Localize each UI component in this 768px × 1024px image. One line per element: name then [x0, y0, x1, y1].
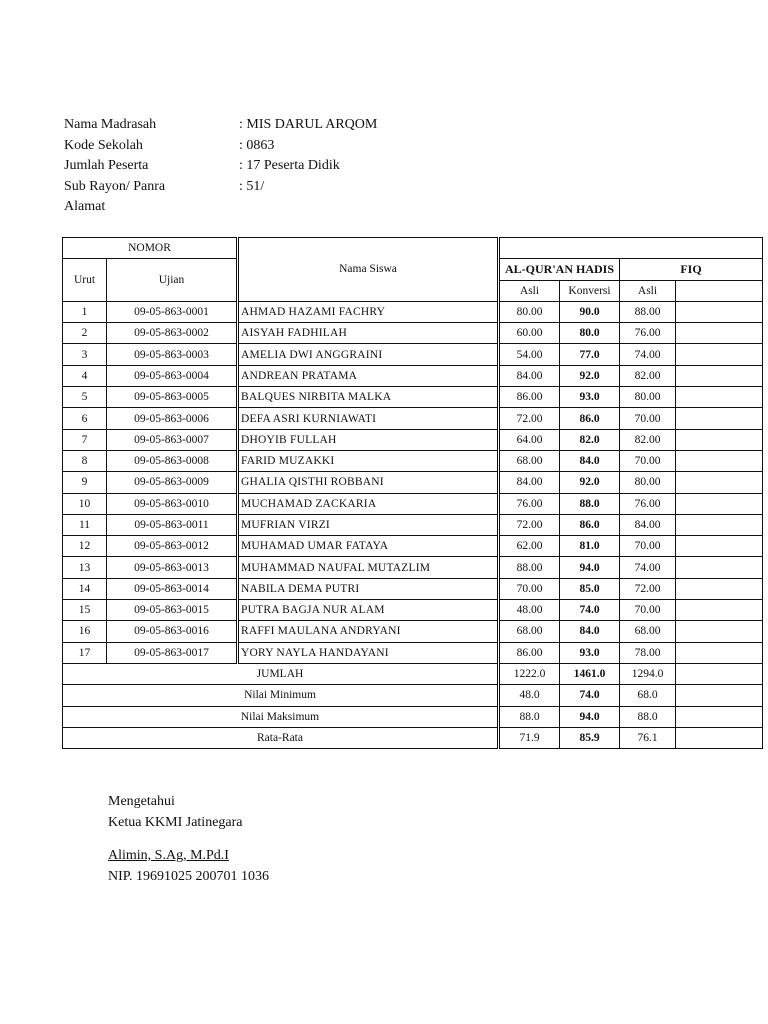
cell-asli-2: 88.00	[620, 301, 676, 322]
cell-nama-siswa: ANDREAN PRATAMA	[238, 365, 499, 386]
summary-next	[676, 663, 763, 684]
cell-asli-2: 84.00	[620, 514, 676, 535]
cell-nomor-ujian: 09-05-863-0003	[107, 344, 238, 365]
cell-urut: 8	[63, 450, 107, 471]
summary-konversi: 74.0	[560, 685, 620, 706]
table-row	[63, 408, 763, 429]
cell-urut: 6	[63, 408, 107, 429]
cell-next	[676, 557, 763, 578]
info-label: Alamat	[64, 199, 106, 215]
summary-asli: 71.9	[499, 727, 560, 748]
cell-nama-siswa: DEFA ASRI KURNIAWATI	[238, 408, 499, 429]
cell-asli-2: 82.00	[620, 365, 676, 386]
cell-konversi: 84.0	[560, 450, 620, 471]
table-row	[63, 429, 763, 450]
subject-header-band	[499, 238, 763, 259]
col-header-konversi: Konversi	[560, 280, 620, 301]
cell-asli: 68.00	[499, 621, 560, 642]
signature-mengetahui: Mengetahui	[108, 794, 175, 809]
col-header-asli-2: Asli	[620, 280, 676, 301]
info-label: Nama Madrasah	[64, 117, 157, 132]
cell-asli-2: 76.00	[620, 323, 676, 344]
cell-nama-siswa: GHALIA QISTHI ROBBANI	[238, 472, 499, 493]
info-label: Kode Sekolah	[64, 137, 143, 153]
cell-asli-2: 82.00	[620, 429, 676, 450]
cell-nama-siswa: AISYAH FADHILAH	[238, 323, 499, 344]
col-header-nomor: NOMOR	[63, 238, 238, 259]
cell-asli: 62.00	[499, 536, 560, 557]
info-value: : MIS DARUL ARQOM	[239, 117, 378, 132]
col-header-ujian: Ujian	[107, 259, 238, 302]
cell-asli-2: 78.00	[620, 642, 676, 663]
cell-nomor-ujian: 09-05-863-0008	[107, 450, 238, 471]
cell-nomor-ujian: 09-05-863-0001	[107, 301, 238, 322]
summary-row	[63, 663, 763, 684]
cell-asli: 70.00	[499, 578, 560, 599]
cell-next	[676, 536, 763, 557]
cell-nomor-ujian: 09-05-863-0013	[107, 557, 238, 578]
summary-label: Nilai Maksimum	[63, 706, 499, 727]
table-row	[63, 365, 763, 386]
summary-label: Rata-Rata	[63, 727, 499, 748]
cell-asli-2: 70.00	[620, 408, 676, 429]
table-row	[63, 387, 763, 408]
cell-next	[676, 301, 763, 322]
cell-konversi: 74.0	[560, 600, 620, 621]
cell-urut: 7	[63, 429, 107, 450]
info-value: : 17 Peserta Didik	[239, 158, 340, 174]
summary-konversi: 85.9	[560, 727, 620, 748]
cell-nama-siswa: MUCHAMAD ZACKARIA	[238, 493, 499, 514]
cell-urut: 1	[63, 301, 107, 322]
cell-next	[676, 365, 763, 386]
signature-name: Alimin, S.Ag, M.Pd.I	[108, 848, 229, 863]
summary-asli-2: 76.1	[620, 727, 676, 748]
cell-urut: 15	[63, 600, 107, 621]
table-row	[63, 578, 763, 599]
cell-urut: 13	[63, 557, 107, 578]
cell-asli: 72.00	[499, 514, 560, 535]
info-value: : 0863	[239, 137, 275, 153]
summary-asli-2: 88.0	[620, 706, 676, 727]
cell-urut: 17	[63, 642, 107, 663]
summary-next	[676, 685, 763, 706]
cell-asli: 86.00	[499, 387, 560, 408]
cell-nama-siswa: AMELIA DWI ANGGRAINI	[238, 344, 499, 365]
grades-body	[63, 238, 763, 749]
signature-nip: NIP. 19691025 200701 1036	[108, 869, 270, 884]
summary-asli-2: 1294.0	[620, 663, 676, 684]
cell-asli: 84.00	[499, 472, 560, 493]
summary-asli-2: 68.0	[620, 685, 676, 706]
cell-asli-2: 70.00	[620, 536, 676, 557]
cell-asli-2: 72.00	[620, 578, 676, 599]
cell-nama-siswa: MUHAMMAD NAUFAL MUTAZLIM	[238, 557, 499, 578]
cell-konversi: 81.0	[560, 536, 620, 557]
cell-nomor-ujian: 09-05-863-0015	[107, 600, 238, 621]
cell-asli: 48.00	[499, 600, 560, 621]
cell-asli: 76.00	[499, 493, 560, 514]
cell-asli: 64.00	[499, 429, 560, 450]
table-row	[63, 450, 763, 471]
table-row	[63, 557, 763, 578]
info-label: Jumlah Peserta	[64, 158, 149, 174]
cell-urut: 11	[63, 514, 107, 535]
cell-next	[676, 344, 763, 365]
cell-urut: 5	[63, 387, 107, 408]
cell-asli-2: 68.00	[620, 621, 676, 642]
summary-row	[63, 706, 763, 727]
col-header-nama-siswa: Nama Siswa	[238, 238, 499, 302]
cell-nomor-ujian: 09-05-863-0002	[107, 323, 238, 344]
cell-asli: 60.00	[499, 323, 560, 344]
cell-nama-siswa: DHOYIB FULLAH	[238, 429, 499, 450]
cell-next	[676, 600, 763, 621]
cell-konversi: 82.0	[560, 429, 620, 450]
cell-asli-2: 70.00	[620, 450, 676, 471]
header-row-1	[63, 238, 763, 259]
summary-row	[63, 727, 763, 748]
summary-asli: 1222.0	[499, 663, 560, 684]
subject-alquran-hadis: AL-QUR'AN HADIS	[499, 259, 620, 280]
signature-title: Ketua KKMI Jatinegara	[108, 815, 243, 830]
table-row	[63, 621, 763, 642]
cell-konversi: 86.0	[560, 408, 620, 429]
summary-next	[676, 727, 763, 748]
cell-konversi: 85.0	[560, 578, 620, 599]
col-header-next	[676, 280, 763, 301]
cell-next	[676, 408, 763, 429]
info-label: Sub Rayon/ Panra	[64, 178, 166, 194]
info-row-alamat	[64, 197, 377, 218]
cell-nomor-ujian: 09-05-863-0017	[107, 642, 238, 663]
summary-label: Nilai Minimum	[63, 685, 499, 706]
cell-nomor-ujian: 09-05-863-0009	[107, 472, 238, 493]
cell-asli: 88.00	[499, 557, 560, 578]
cell-konversi: 93.0	[560, 387, 620, 408]
cell-nama-siswa: NABILA DEMA PUTRI	[238, 578, 499, 599]
cell-nomor-ujian: 09-05-863-0004	[107, 365, 238, 386]
info-row-nama-madrasah	[64, 115, 377, 136]
table-row	[63, 642, 763, 663]
cell-next	[676, 642, 763, 663]
signature-block	[108, 791, 269, 887]
cell-next	[676, 472, 763, 493]
cell-nama-siswa: FARID MUZAKKI	[238, 450, 499, 471]
summary-asli: 88.0	[499, 706, 560, 727]
col-header-asli: Asli	[499, 280, 560, 301]
cell-asli-2: 74.00	[620, 344, 676, 365]
cell-next	[676, 514, 763, 535]
cell-asli-2: 70.00	[620, 600, 676, 621]
summary-konversi: 94.0	[560, 706, 620, 727]
cell-konversi: 92.0	[560, 472, 620, 493]
table-row	[63, 472, 763, 493]
cell-nomor-ujian: 09-05-863-0007	[107, 429, 238, 450]
cell-konversi: 93.0	[560, 642, 620, 663]
cell-konversi: 77.0	[560, 344, 620, 365]
table-row	[63, 514, 763, 535]
summary-label: JUMLAH	[63, 663, 499, 684]
cell-nama-siswa: MUHAMAD UMAR FATAYA	[238, 536, 499, 557]
cell-nama-siswa: RAFFI MAULANA ANDRYANI	[238, 621, 499, 642]
cell-konversi: 86.0	[560, 514, 620, 535]
cell-urut: 9	[63, 472, 107, 493]
info-row-jumlah-peserta	[64, 156, 377, 177]
cell-asli: 86.00	[499, 642, 560, 663]
cell-konversi: 90.0	[560, 301, 620, 322]
info-row-kode-sekolah	[64, 136, 377, 157]
info-row-sub-rayon	[64, 177, 377, 198]
cell-asli: 72.00	[499, 408, 560, 429]
cell-nomor-ujian: 09-05-863-0011	[107, 514, 238, 535]
cell-asli: 54.00	[499, 344, 560, 365]
col-header-urut: Urut	[63, 259, 107, 302]
summary-konversi: 1461.0	[560, 663, 620, 684]
cell-asli: 84.00	[499, 365, 560, 386]
cell-next	[676, 429, 763, 450]
cell-next	[676, 450, 763, 471]
cell-konversi: 88.0	[560, 493, 620, 514]
signature-spacer	[108, 833, 269, 845]
cell-next	[676, 578, 763, 599]
table-row	[63, 493, 763, 514]
table-row	[63, 301, 763, 322]
cell-urut: 14	[63, 578, 107, 599]
school-info	[64, 115, 377, 218]
cell-nomor-ujian: 09-05-863-0006	[107, 408, 238, 429]
cell-asli-2: 80.00	[620, 387, 676, 408]
table-row	[63, 600, 763, 621]
cell-urut: 2	[63, 323, 107, 344]
cell-konversi: 92.0	[560, 365, 620, 386]
cell-next	[676, 387, 763, 408]
cell-asli-2: 80.00	[620, 472, 676, 493]
cell-konversi: 84.0	[560, 621, 620, 642]
cell-konversi: 80.0	[560, 323, 620, 344]
cell-asli-2: 76.00	[620, 493, 676, 514]
cell-next	[676, 493, 763, 514]
cell-nama-siswa: AHMAD HAZAMI FACHRY	[238, 301, 499, 322]
table-row	[63, 536, 763, 557]
cell-urut: 10	[63, 493, 107, 514]
cell-urut: 16	[63, 621, 107, 642]
info-value: : 51/	[239, 178, 265, 194]
summary-row	[63, 685, 763, 706]
cell-asli: 80.00	[499, 301, 560, 322]
grades-table	[62, 237, 763, 749]
cell-nama-siswa: YORY NAYLA HANDAYANI	[238, 642, 499, 663]
subject-fiqih: FIQ	[620, 259, 763, 280]
cell-konversi: 94.0	[560, 557, 620, 578]
summary-next	[676, 706, 763, 727]
summary-asli: 48.0	[499, 685, 560, 706]
cell-nomor-ujian: 09-05-863-0016	[107, 621, 238, 642]
cell-asli-2: 74.00	[620, 557, 676, 578]
cell-nama-siswa: PUTRA BAGJA NUR ALAM	[238, 600, 499, 621]
cell-next	[676, 323, 763, 344]
table-row	[63, 323, 763, 344]
cell-urut: 12	[63, 536, 107, 557]
cell-asli: 68.00	[499, 450, 560, 471]
cell-nomor-ujian: 09-05-863-0010	[107, 493, 238, 514]
grades-table-container	[62, 237, 702, 757]
cell-urut: 4	[63, 365, 107, 386]
cell-nomor-ujian: 09-05-863-0012	[107, 536, 238, 557]
cell-next	[676, 621, 763, 642]
cell-nama-siswa: MUFRIAN VIRZI	[238, 514, 499, 535]
cell-nomor-ujian: 09-05-863-0014	[107, 578, 238, 599]
cell-urut: 3	[63, 344, 107, 365]
table-row	[63, 344, 763, 365]
cell-nomor-ujian: 09-05-863-0005	[107, 387, 238, 408]
cell-nama-siswa: BALQUES NIRBITA MALKA	[238, 387, 499, 408]
